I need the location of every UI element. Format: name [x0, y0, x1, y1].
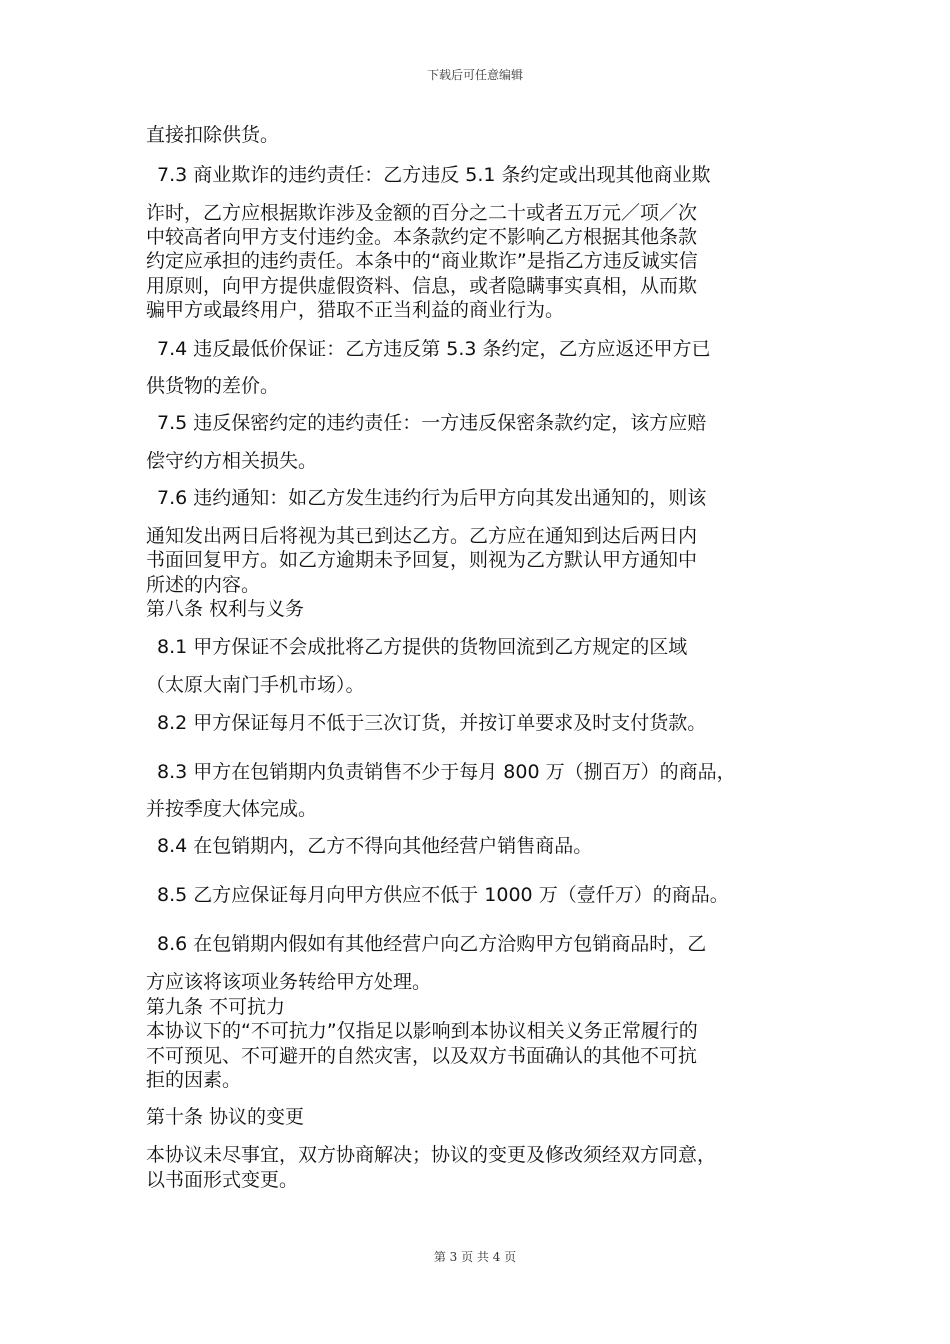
clause-7-4: 7.4 违反最低价保证：乙方违反第 5.3 条约定，乙方应返还甲方已	[157, 338, 711, 360]
clause-7-5: 7.5 违反保密约定的违约责任：一方违反保密条款约定，该方应赔	[157, 412, 707, 434]
clause-8-2: 8.2 甲方保证每月不低于三次订货，并按订单要求及时支付货款。	[157, 712, 707, 734]
body-line: 并按季度大体完成。	[146, 798, 318, 820]
body-line: 方应该将该项业务转给甲方处理。	[146, 971, 432, 993]
body-line: 偿守约方相关损失。	[146, 450, 318, 472]
body-line: 用原则，向甲方提供虚假资料、信息，或者隐瞒事实真相，从而欺	[146, 275, 698, 297]
body-line: （太原大南门手机市场）。	[146, 674, 365, 696]
page-header: 下载后可任意编辑	[426, 68, 523, 82]
body-line: 骗甲方或最终用户，猎取不正当利益的商业行为。	[146, 299, 565, 321]
body-line: 中较高者向甲方支付违约金。本条款约定不影响乙方根据其他条款	[146, 226, 698, 248]
section-heading-9: 第九条 不可抗力	[146, 996, 286, 1018]
body-line: 拒的因素。	[146, 1069, 242, 1091]
body-line: 以书面形式变更。	[146, 1169, 299, 1191]
clause-8-3: 8.3 甲方在包销期内负责销售不少于每月 800 万（捌百万）的商品，	[157, 761, 736, 783]
body-line: 书面回复甲方。如乙方逾期未予回复，则视为乙方默认甲方通知中	[146, 549, 698, 571]
body-line: 诈时，乙方应根据欺诈涉及金额的百分之二十或者五万元／项／次	[146, 202, 698, 224]
body-line: 不可预见、不可避开的自然灾害，以及双方书面确认的其他不可抗	[146, 1045, 698, 1067]
page-footer: 第 3 页 共 4 页	[433, 1250, 517, 1264]
section-heading-8: 第八条 权利与义务	[146, 598, 305, 620]
body-line: 本协议未尽事宜，双方协商解决；协议的变更及修改须经双方同意，	[146, 1144, 717, 1166]
section-heading-10: 第十条 协议的变更	[146, 1106, 305, 1128]
body-line: 约定应承担的违约责任。本条中的“商业欺诈”是指乙方违反诚实信	[146, 250, 698, 272]
body-line: 所述的内容。	[146, 574, 261, 596]
clause-7-6: 7.6 违约通知：如乙方发生违约行为后甲方向其发出通知的，则该	[157, 487, 707, 509]
clause-8-1: 8.1 甲方保证不会成批将乙方提供的货物回流到乙方规定的区域	[157, 636, 688, 658]
body-line: 供货物的差价。	[146, 375, 280, 397]
clause-7-3: 7.3 商业欺诈的违约责任：乙方违反 5.1 条约定或出现其他商业欺	[157, 164, 711, 186]
clause-8-5: 8.5 乙方应保证每月向甲方供应不低于 1000 万（壹仟万）的商品。	[157, 884, 729, 906]
clause-8-4: 8.4 在包销期内，乙方不得向其他经营户销售商品。	[157, 835, 593, 857]
body-line: 直接扣除供货。	[146, 124, 280, 146]
body-line: 通知发出两日后将视为其已到达乙方。乙方应在通知到达后两日内	[146, 525, 698, 547]
body-line: 本协议下的“不可抗力”仅指足以影响到本协议相关义务正常履行的	[146, 1020, 698, 1042]
clause-8-6: 8.6 在包销期内假如有其他经营户向乙方洽购甲方包销商品时，乙	[157, 933, 707, 955]
